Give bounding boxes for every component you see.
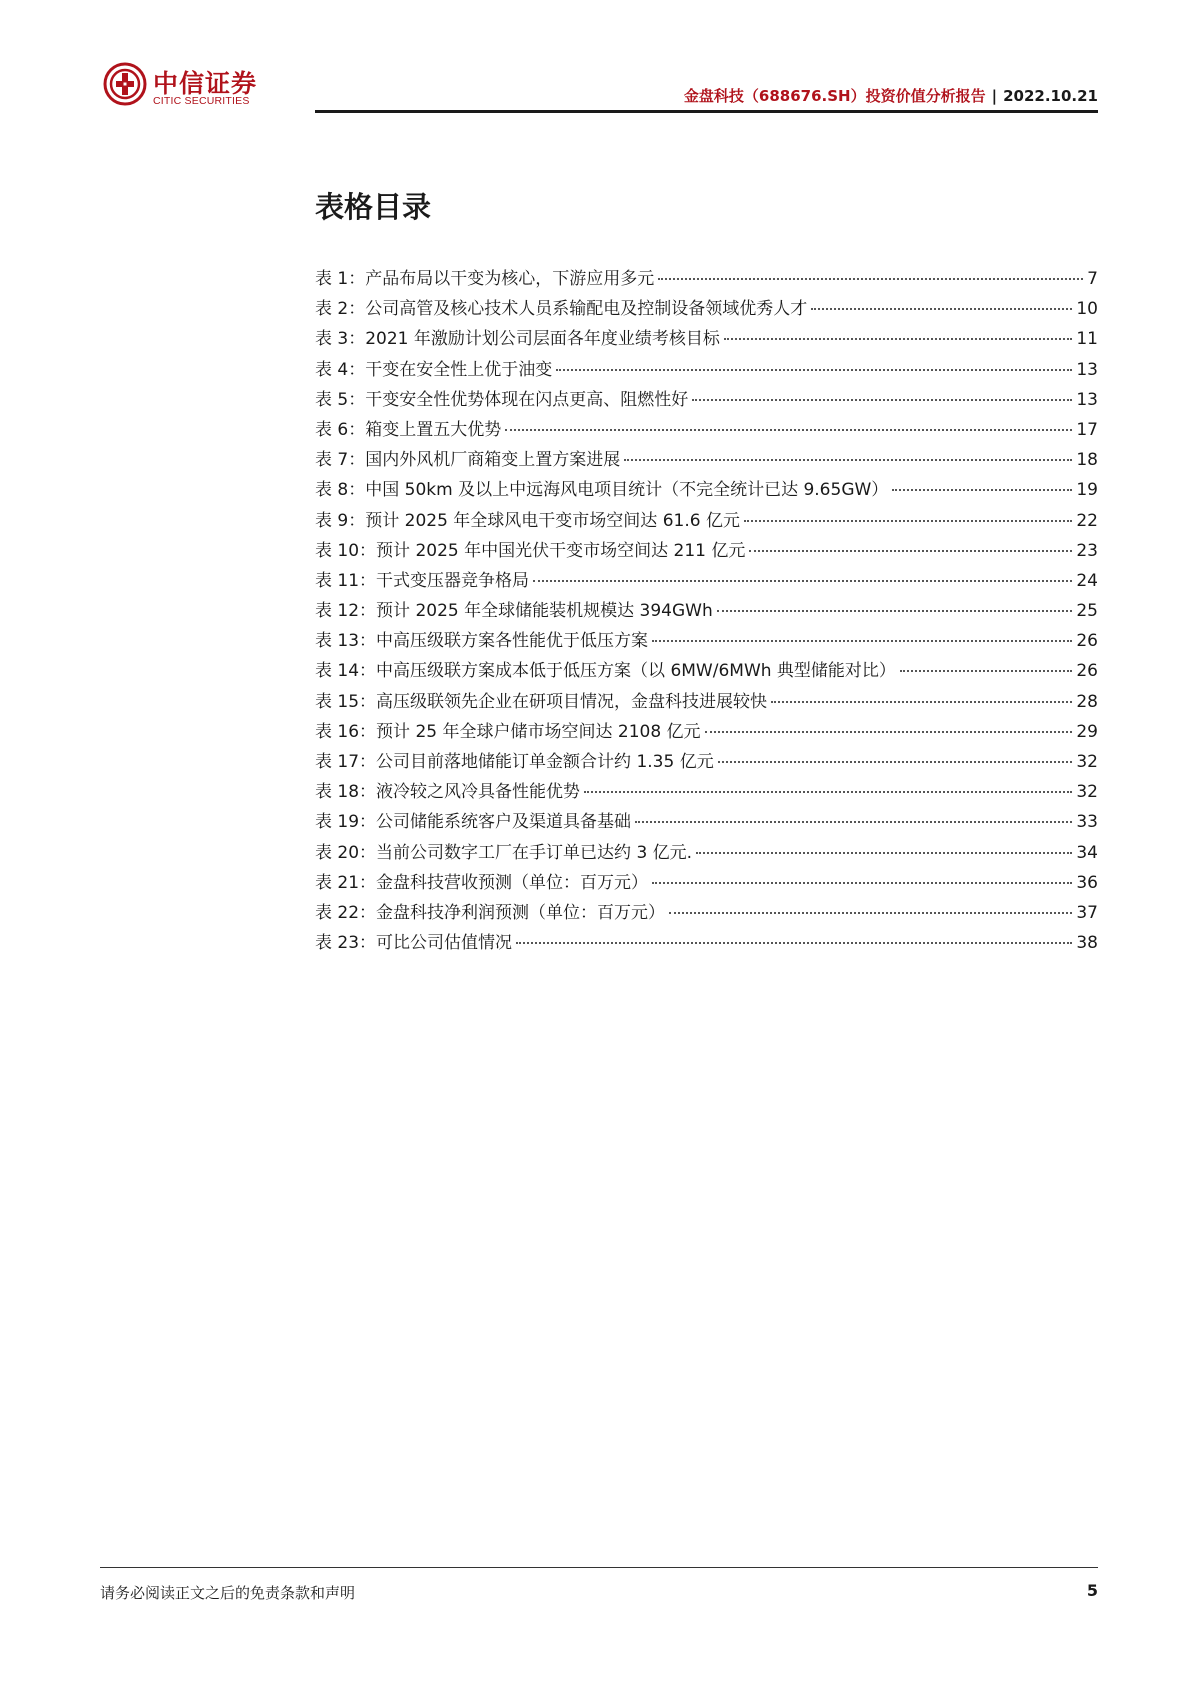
toc-entry-title: 表 5：干变安全性优势体现在闪点更高、阻燃性好 <box>315 389 689 410</box>
toc-leader <box>658 278 1083 280</box>
toc-entry[interactable] <box>315 385 1098 415</box>
toc-entry-page: 19 <box>1076 480 1098 501</box>
toc-entry-title: 表 13：中高压级联方案各性能优于低压方案 <box>315 631 649 652</box>
footer-disclaimer: 请务必阅读正文之后的免责条款和声明 <box>100 1584 356 1602</box>
toc-entry-title: 表 23：可比公司估值情况 <box>315 933 513 954</box>
toc-entry-page: 11 <box>1076 329 1098 350</box>
toc-entry-title: 表 19：公司储能系统客户及渠道具备基础 <box>315 812 632 833</box>
toc-entry-title: 表 8：中国 50km 及以上中远海风电项目统计（不完全统计已达 9.65GW） <box>315 480 889 501</box>
toc-entry-page: 38 <box>1076 933 1098 954</box>
toc-entry-page: 32 <box>1076 752 1098 772</box>
toc-entry-page: 23 <box>1076 540 1098 561</box>
toc-leader <box>505 429 1072 431</box>
toc-entry-page: 32 <box>1076 782 1098 803</box>
toc-entry-title: 表 7：国内外风机厂商箱变上置方案进展 <box>315 450 621 471</box>
toc-leader <box>892 489 1072 491</box>
toc-entry[interactable] <box>315 898 1098 928</box>
toc-entry-page: 26 <box>1076 631 1098 652</box>
citic-emblem-icon <box>103 62 147 106</box>
toc-leader <box>717 610 1073 612</box>
toc-entry[interactable] <box>315 264 1098 294</box>
report-title: 金盘科技（688676.SH）投资价值分析报告 <box>683 87 986 105</box>
toc-leader <box>724 338 1072 340</box>
toc-leader <box>635 821 1072 823</box>
toc-entry-page: 18 <box>1076 450 1098 471</box>
logo-english-name: CITIC SECURITIES <box>153 95 250 107</box>
toc-entry[interactable] <box>315 777 1098 807</box>
toc-entry[interactable] <box>315 807 1098 837</box>
toc-entry-page: 17 <box>1076 419 1098 440</box>
header-separator: | <box>991 87 998 105</box>
toc-entry[interactable] <box>315 536 1098 566</box>
toc-leader <box>771 701 1072 703</box>
toc-leader <box>696 852 1072 854</box>
toc-leader <box>749 550 1072 552</box>
toc-entry-page: 33 <box>1076 812 1098 833</box>
toc-leader <box>516 942 1072 944</box>
toc-entry-page: 10 <box>1076 299 1098 320</box>
toc-entry-page: 26 <box>1076 661 1098 682</box>
toc-entry-title: 表 10：预计 2025 年中国光伏干变市场空间达 211 亿元 <box>315 540 746 561</box>
toc-entry-title: 表 15：高压级联领先企业在研项目情况，金盘科技进展较快 <box>315 691 768 712</box>
toc-leader <box>556 369 1072 371</box>
toc-entry[interactable] <box>315 838 1098 868</box>
toc-entry-page: 34 <box>1076 842 1098 863</box>
toc-entry-page: 25 <box>1076 601 1098 622</box>
toc-entry-title: 表 4：干变在安全性上优于油变 <box>315 359 553 380</box>
footer-page-number: 5 <box>1086 1581 1098 1600</box>
toc-entry-page: 22 <box>1076 510 1098 531</box>
toc-leader <box>811 308 1072 310</box>
header-divider <box>315 110 1098 113</box>
toc-entry-title: 表 12：预计 2025 年全球储能装机规模达 394GWh <box>315 601 713 622</box>
toc-leader <box>669 912 1072 914</box>
toc-entry[interactable] <box>315 445 1098 475</box>
toc-entry-page: 37 <box>1076 902 1098 923</box>
toc-entry[interactable] <box>315 566 1098 596</box>
toc-entry-page: 13 <box>1076 389 1098 410</box>
toc-leader <box>692 399 1072 401</box>
toc-leader <box>584 791 1072 793</box>
toc-entry-title: 表 1：产品布局以干变为核心，下游应用多元 <box>315 269 655 289</box>
toc-entry-title: 表 18：液冷较之风冷具备性能优势 <box>315 782 581 803</box>
toc-entry-title: 表 22：金盘科技净利润预测（单位：百万元） <box>315 902 666 923</box>
toc-entry-title: 表 14：中高压级联方案成本低于低压方案（以 6MW/6MWh 典型储能对比） <box>315 661 896 682</box>
toc-entry[interactable] <box>315 928 1098 958</box>
toc-entry[interactable] <box>315 626 1098 656</box>
toc-entry[interactable] <box>315 355 1098 385</box>
toc-leader <box>900 670 1072 672</box>
toc-entry-page: 36 <box>1076 872 1098 893</box>
toc-entry-page: 24 <box>1076 570 1098 591</box>
toc-entry[interactable] <box>315 687 1098 717</box>
toc-entry-page: 28 <box>1076 691 1098 712</box>
toc-entry-title: 表 11：干式变压器竞争格局 <box>315 570 530 591</box>
toc-entry-title: 表 6：箱变上置五大优势 <box>315 419 502 440</box>
toc-entry-page: 7 <box>1087 269 1098 289</box>
toc-entry[interactable] <box>315 475 1098 505</box>
toc-entry[interactable] <box>315 506 1098 536</box>
toc-entry[interactable] <box>315 294 1098 324</box>
toc-entry-page: 13 <box>1076 359 1098 380</box>
report-header <box>684 85 1098 106</box>
toc-entry-title: 表 9：预计 2025 年全球风电干变市场空间达 61.6 亿元 <box>315 510 740 531</box>
toc-leader <box>705 731 1073 733</box>
toc-entry-title: 表 20：当前公司数字工厂在手订单已达约 3 亿元. <box>315 842 693 863</box>
toc-entry[interactable] <box>315 415 1098 445</box>
toc-entry[interactable] <box>315 747 1098 777</box>
toc-entry[interactable] <box>315 656 1098 686</box>
report-date: 2022.10.21 <box>1003 87 1098 105</box>
toc-entry-title: 表 3：2021 年激励计划公司层面各年度业绩考核目标 <box>315 329 720 350</box>
toc-leader <box>624 459 1072 461</box>
toc-entry[interactable] <box>315 868 1098 898</box>
table-of-contents <box>315 264 1098 958</box>
toc-leader <box>533 580 1072 582</box>
toc-leader <box>718 761 1073 763</box>
toc-leader <box>652 640 1072 642</box>
page-title: 表格目录 <box>315 190 432 224</box>
toc-entry-title: 表 21：金盘科技营收预测（单位：百万元） <box>315 872 649 893</box>
toc-entry[interactable] <box>315 324 1098 354</box>
toc-entry-title: 表 17：公司目前落地储能订单金额合计约 1.35 亿元 <box>315 752 714 772</box>
footer-divider <box>100 1567 1098 1568</box>
toc-entry[interactable] <box>315 717 1098 747</box>
toc-entry-page: 29 <box>1076 721 1098 742</box>
toc-leader <box>744 520 1072 522</box>
toc-entry[interactable] <box>315 596 1098 626</box>
toc-entry-title: 表 2：公司高管及核心技术人员系输配电及控制设备领域优秀人才 <box>315 299 808 320</box>
logo-chinese-name: 中信证券 <box>153 69 258 98</box>
citic-logo <box>103 62 263 108</box>
toc-leader <box>652 882 1072 884</box>
toc-entry-title: 表 16：预计 25 年全球户储市场空间达 2108 亿元 <box>315 721 701 742</box>
